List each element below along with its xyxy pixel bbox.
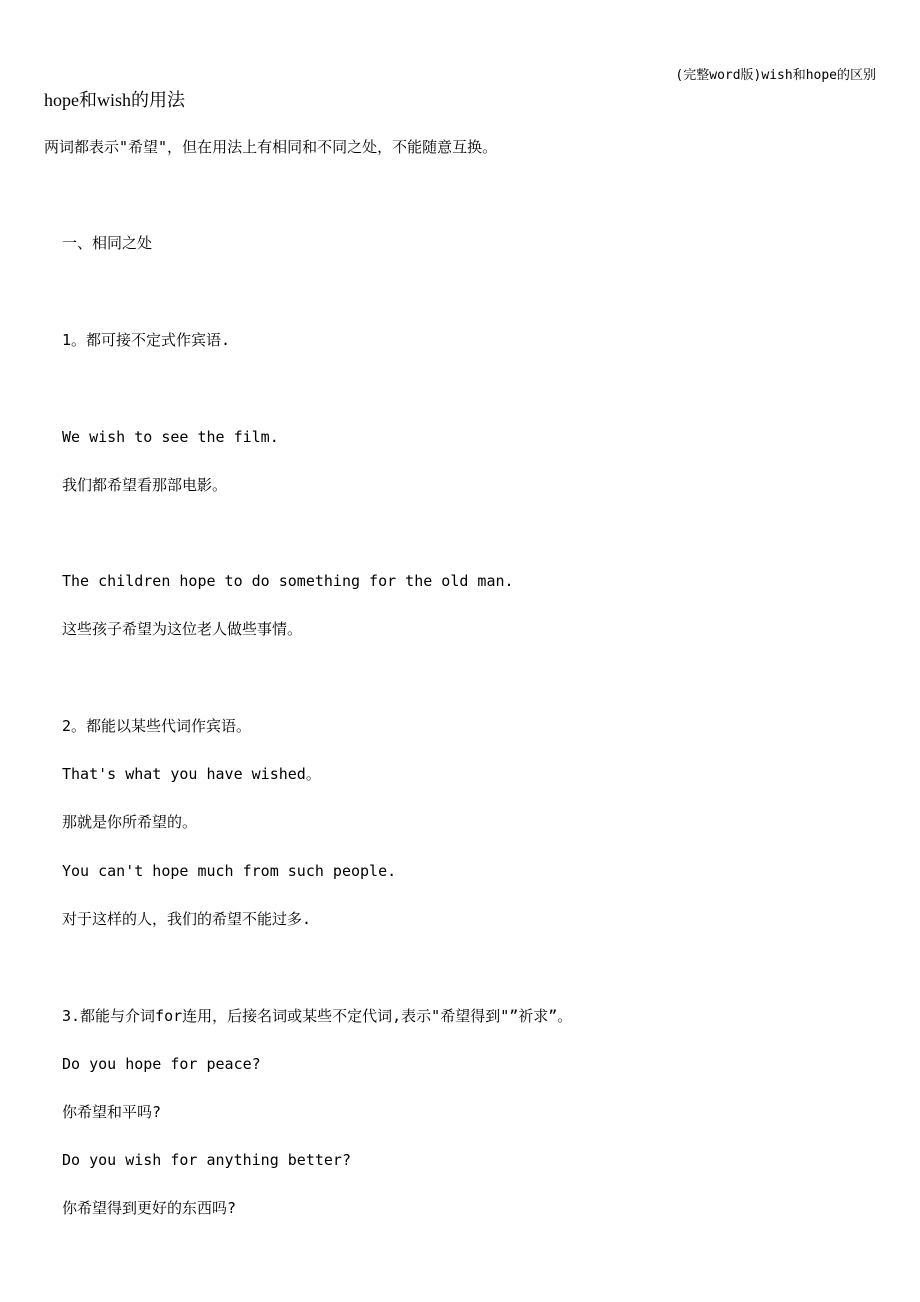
point-3-example-1-en: Do you hope for peace? xyxy=(62,1055,261,1073)
section-heading-similarities: 一、相同之处 xyxy=(62,234,153,252)
page-header: (完整word版)wish和hope的区别 xyxy=(675,68,876,83)
point-1-example-1-zh: 我们都希望看那部电影。 xyxy=(62,476,228,494)
point-3-example-2-zh: 你希望得到更好的东西吗? xyxy=(62,1199,237,1217)
point-2-example-2-en: You can't hope much from such people. xyxy=(62,862,397,880)
intro-paragraph: 两词都表示"希望"，但在用法上有相同和不同之处，不能随意互换。 xyxy=(44,138,498,156)
point-2-example-2-zh: 对于这样的人，我们的希望不能过多. xyxy=(62,910,312,928)
point-1-example-2-zh: 这些孩子希望为这位老人做些事情。 xyxy=(62,620,303,638)
point-2-example-1-zh: 那就是你所希望的。 xyxy=(62,813,198,831)
point-3-example-2-en: Do you wish for anything better? xyxy=(62,1151,351,1169)
point-3-heading: 3.都能与介词for连用，后接名词或某些不定代词,表示"希望得到"”祈求”。 xyxy=(62,1007,573,1025)
point-1-heading: 1。都可接不定式作宾语. xyxy=(62,331,231,349)
document-title: hope和wish的用法 xyxy=(44,90,185,110)
point-3-example-1-zh: 你希望和平吗? xyxy=(62,1103,162,1121)
point-1-example-2-en: The children hope to do something for the old man. xyxy=(62,572,514,590)
point-2-example-1-en: That's what you have wished。 xyxy=(62,765,321,783)
point-1-example-1-en: We wish to see the film. xyxy=(62,428,279,446)
point-2-heading: 2。都能以某些代词作宾语。 xyxy=(62,717,252,735)
